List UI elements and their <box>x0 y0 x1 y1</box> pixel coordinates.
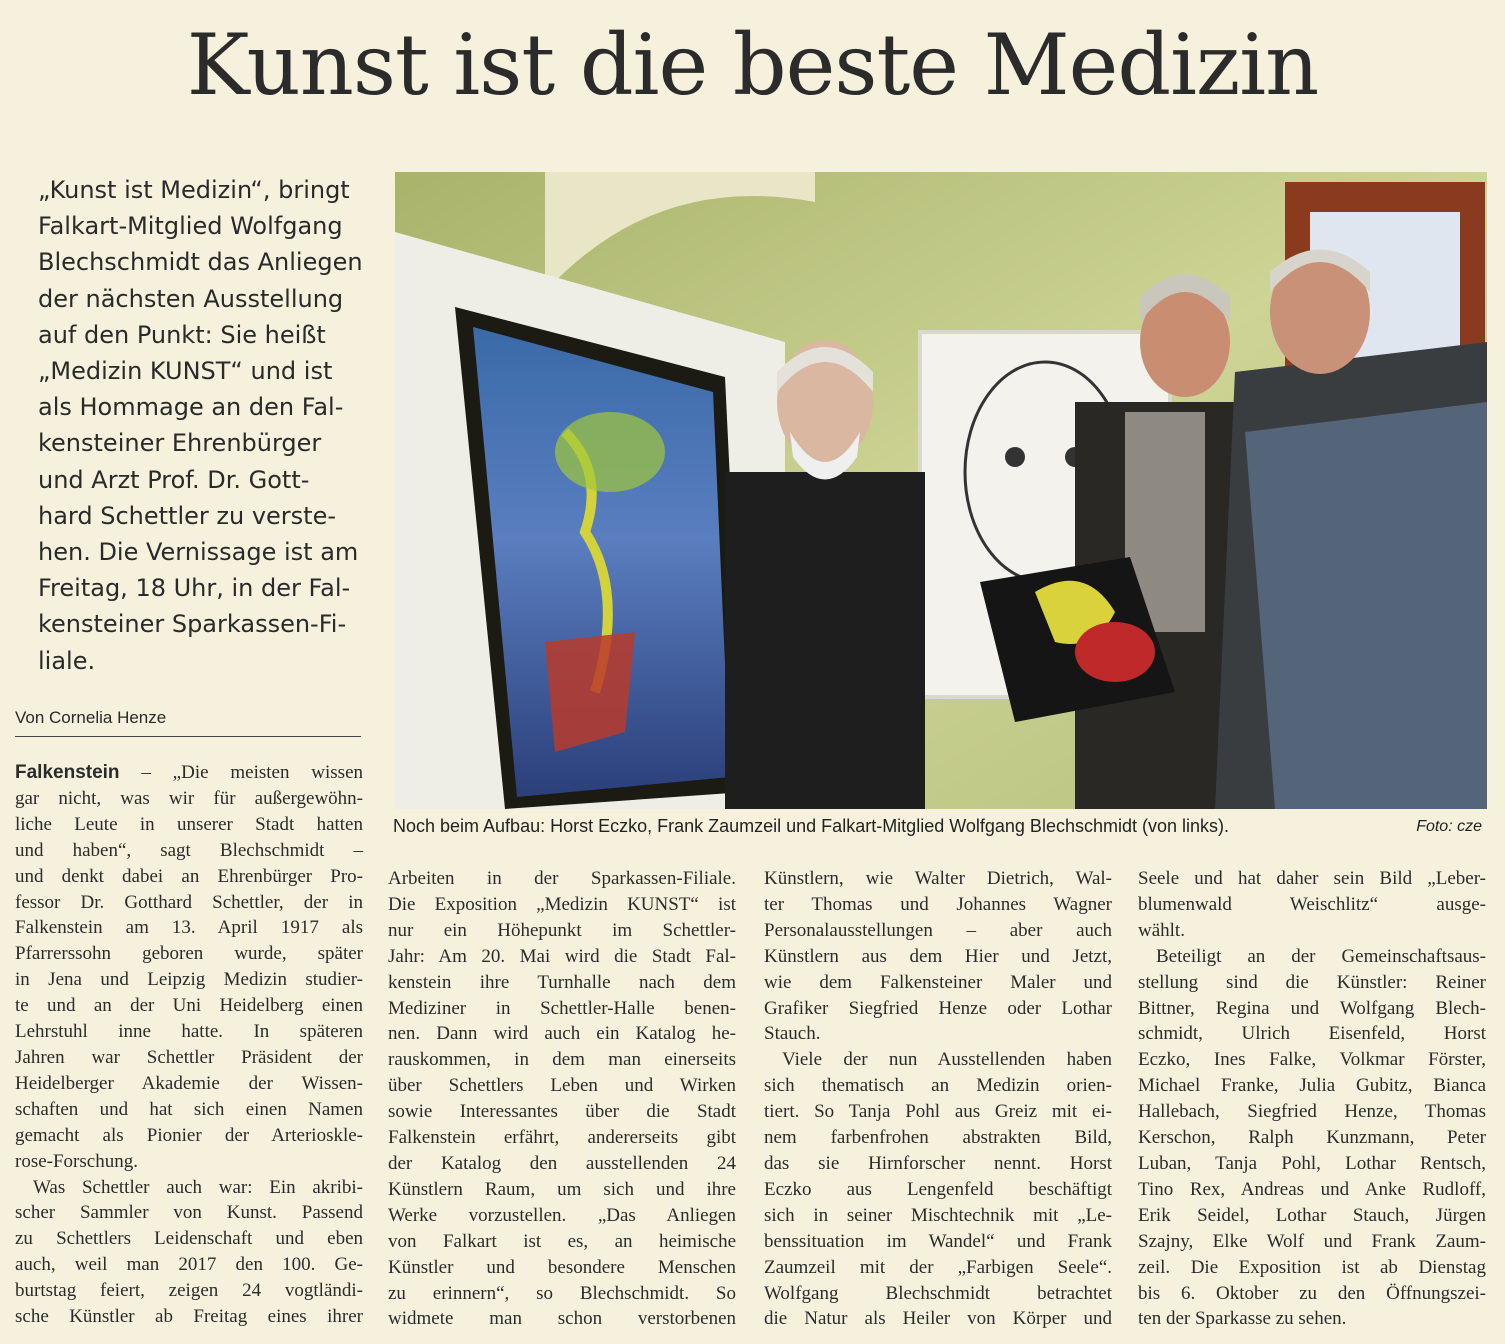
text-line: Falkenstein erfährt, andererseits gibt <box>388 1127 736 1149</box>
text-line: blumenwald Weischlitz“ ausge- <box>1138 893 1486 915</box>
text-line: der Katalog den ausstellenden 24 <box>388 1152 736 1174</box>
text-line: Künstlern, wie Walter Dietrich, Wal- <box>764 868 1112 889</box>
text-line: Heidelberger Akademie der Wissen- <box>15 1072 363 1094</box>
text-line: Jahr: Am 20. Mai wird die Stadt Fal- <box>388 945 736 967</box>
text-line: Falkenstein am 13. April 1917 als <box>15 917 363 939</box>
text-line: die Natur als Heiler von Körper und <box>764 1308 1112 1330</box>
text-line: wählt. <box>1138 919 1185 941</box>
text-line: te und an der Uni Heidelberg einen <box>15 995 363 1017</box>
text-line: Stauch. <box>764 1023 821 1045</box>
text-line: Hallebach, Siegfried Henze, Thomas <box>1138 1101 1486 1123</box>
text-line: Kerschon, Ralph Kunzmann, Peter <box>1138 1127 1486 1149</box>
text-line: benssituation im Wandel“ und Frank <box>764 1230 1112 1252</box>
lead-line: „Medizin KUNST“ und ist <box>38 357 333 386</box>
text-line: widmete man schon verstorbenen <box>388 1308 736 1330</box>
text-line: Wolfgang Blechschmidt betrachtet <box>764 1282 1112 1304</box>
text-line: burtstag feiert, zeigen 24 vogtländi- <box>15 1280 363 1302</box>
text-line: Erik Seidel, Lothar Stauch, Jürgen <box>1138 1204 1486 1226</box>
text-line: zu Schettlers Leidenschaft und eben <box>15 1228 363 1250</box>
text-line: wie dem Falkensteiner Maler und <box>764 971 1112 993</box>
lead-line: hard Schettler zu verste- <box>38 501 336 530</box>
lead-line: kensteiner Ehrenbürger <box>38 429 322 458</box>
text-line: Szajny, Elke Wolf und Frank Zaum- <box>1138 1230 1486 1252</box>
lead-line: Freitag, 18 Uhr, in der Fal- <box>38 574 351 603</box>
lead-line: als Hommage an den Fal- <box>38 393 344 422</box>
photo-caption <box>393 816 1488 837</box>
text-line: tiert. So Tanja Pohl aus Greiz mit ei- <box>764 1101 1112 1123</box>
text-line: liche Leute in unserer Stadt hatten <box>15 813 363 835</box>
text-line: Eczko, Ines Falke, Volkmar Förster, <box>1138 1049 1486 1071</box>
text-line: Künstlern Raum, um sich und ihre <box>388 1178 736 1200</box>
text-line: rose-Forschung. <box>15 1150 138 1172</box>
text-line: nen. Dann wird auch ein Katalog he- <box>388 1023 736 1045</box>
text-line: auch, weil man 2017 den 100. Ge- <box>15 1254 363 1276</box>
lead-line: „Kunst ist Medizin“, bringt <box>38 176 350 204</box>
text-line: rauskommen, in dem man einerseits <box>388 1049 736 1071</box>
lead-line: kensteiner Sparkassen-Fi- <box>38 610 347 639</box>
text-line: stellung sind die Künstler: Reiner <box>1138 971 1486 993</box>
text-line: fessor Dr. Gotthard Schettler, der in <box>15 891 363 913</box>
dateline: Falkenstein <box>15 762 120 783</box>
photo-illustration <box>395 172 1487 809</box>
text-line: sche Künstler ab Freitag eines ihrer <box>15 1306 363 1328</box>
text-line: nem farbenfrohen abstrakten Bild, <box>764 1127 1112 1149</box>
text-line: über Schettlers Leben und Wirken <box>388 1075 736 1097</box>
lead-line: Blechschmidt das Anliegen <box>38 248 363 277</box>
article-photo <box>395 172 1487 809</box>
byline: Von Cornelia Henze <box>15 708 361 737</box>
text-line: Viele der nun Ausstellenden haben <box>782 1049 1112 1071</box>
text-line: zu erinnern“, so Blechschmidt. So <box>388 1282 736 1304</box>
article-column-3 <box>764 866 1112 1332</box>
text-line: zeil. Die Exposition ist ab Dienstag <box>1138 1256 1486 1278</box>
text-line: gemacht als Pionier der Arterioskle- <box>15 1124 363 1146</box>
text-line: Luban, Tanja Pohl, Lothar Rentsch, <box>1138 1152 1486 1174</box>
text-line: schmidt, Ulrich Eisenfeld, Horst <box>1138 1023 1486 1045</box>
lead-line: Falkart-Mitglied Wolfgang <box>38 212 343 241</box>
caption-text: Noch beim Aufbau: Horst Eczko, Frank Zaumzeil und Falkart-Mitglied Wolfgang Blechschmidt (von links). <box>393 816 1229 836</box>
text-line: schaften und hat sich einen Namen <box>15 1098 363 1120</box>
lead-line: der nächsten Ausstellung <box>38 284 344 313</box>
text-line: scher Sammler von Kunst. Passend <box>15 1202 363 1224</box>
text-line: Michael Franke, Julia Gubitz, Bianca <box>1138 1075 1486 1097</box>
text-fragment: – „Die meisten wissen <box>119 762 363 783</box>
headline: Kunst ist die beste Medizin <box>186 16 1319 114</box>
lead-line: und Arzt Prof. Dr. Gott- <box>38 465 310 494</box>
text-line: das sie Hirnforscher nennt. Horst <box>764 1152 1112 1174</box>
text-line: bis 6. Oktober zu den Öffnungszei- <box>1138 1282 1486 1304</box>
lead-paragraph <box>38 172 368 679</box>
text-line: und haben“, sagt Blechschmidt – <box>15 839 363 861</box>
text-line: ten der Sparkasse zu sehen. <box>1138 1308 1347 1330</box>
text-line: Grafiker Siegfried Henze oder Lothar <box>764 997 1112 1019</box>
text-line: Eczko aus Lengenfeld beschäftigt <box>764 1178 1112 1200</box>
article-column-4 <box>1138 866 1486 1332</box>
text-line: Zaumzeil mit der „Farbigen Seele“. <box>764 1256 1112 1278</box>
text-line: Seele und hat daher sein Bild „Leber- <box>1138 868 1486 889</box>
text-line: Jahren war Schettler Präsident der <box>15 1046 363 1068</box>
text-line: Werke vorzustellen. „Das Anliegen <box>388 1204 736 1226</box>
text-line: und denkt dabei an Ehrenbürger Pro- <box>15 865 363 887</box>
text-line: in Jena und Leipzig Medizin studier- <box>15 969 363 991</box>
text-line: Künstler und besondere Menschen <box>388 1256 736 1278</box>
text-line: gar nicht, was wir für außergewöhn- <box>15 787 363 809</box>
text-line: Bittner, Regina und Wolfgang Blech- <box>1138 997 1486 1019</box>
text-line: von Falkart ist es, an heimische <box>388 1230 736 1252</box>
text-line: Pfarrerssohn geboren wurde, später <box>15 943 363 965</box>
article-column-2 <box>388 866 736 1332</box>
text-line: Arbeiten in der Sparkassen-Filiale. <box>388 868 736 889</box>
article-column-1 <box>15 760 363 1330</box>
text-line: Personalausstellungen – aber auch <box>764 919 1112 941</box>
text-line: Lehrstuhl inne hatte. In späteren <box>15 1021 363 1043</box>
text-line: Künstlern aus dem Hier und Jetzt, <box>764 945 1112 967</box>
text-line: sowie Interessantes über die Stadt <box>388 1101 736 1123</box>
text-line: nur ein Höhepunkt im Schettler- <box>388 919 736 941</box>
text-line: Die Exposition „Medizin KUNST“ ist <box>388 893 736 915</box>
text-line: kenstein ihre Turnhalle nach dem <box>388 971 736 993</box>
text-line: ter Thomas und Johannes Wagner <box>764 893 1112 915</box>
text-line: sich in seiner Mischtechnik mit „Le- <box>764 1204 1112 1226</box>
text-line <box>15 760 363 786</box>
text-line: Tino Rex, Andreas und Anke Rudloff, <box>1138 1178 1486 1200</box>
lead-line: hen. Die Vernissage ist am <box>38 538 359 567</box>
text-line: Beteiligt an der Gemeinschaftsaus- <box>1156 945 1486 967</box>
lead-line: liale. <box>38 646 96 675</box>
text-line: Mediziner in Schettler-Halle benen- <box>388 997 736 1019</box>
text-line: Was Schettler auch war: Ein akribi- <box>33 1176 363 1198</box>
lead-line: auf den Punkt: Sie heißt <box>38 320 326 349</box>
text-line: sich thematisch an Medizin orien- <box>764 1075 1112 1097</box>
photo-credit: Foto: cze <box>1416 818 1482 835</box>
